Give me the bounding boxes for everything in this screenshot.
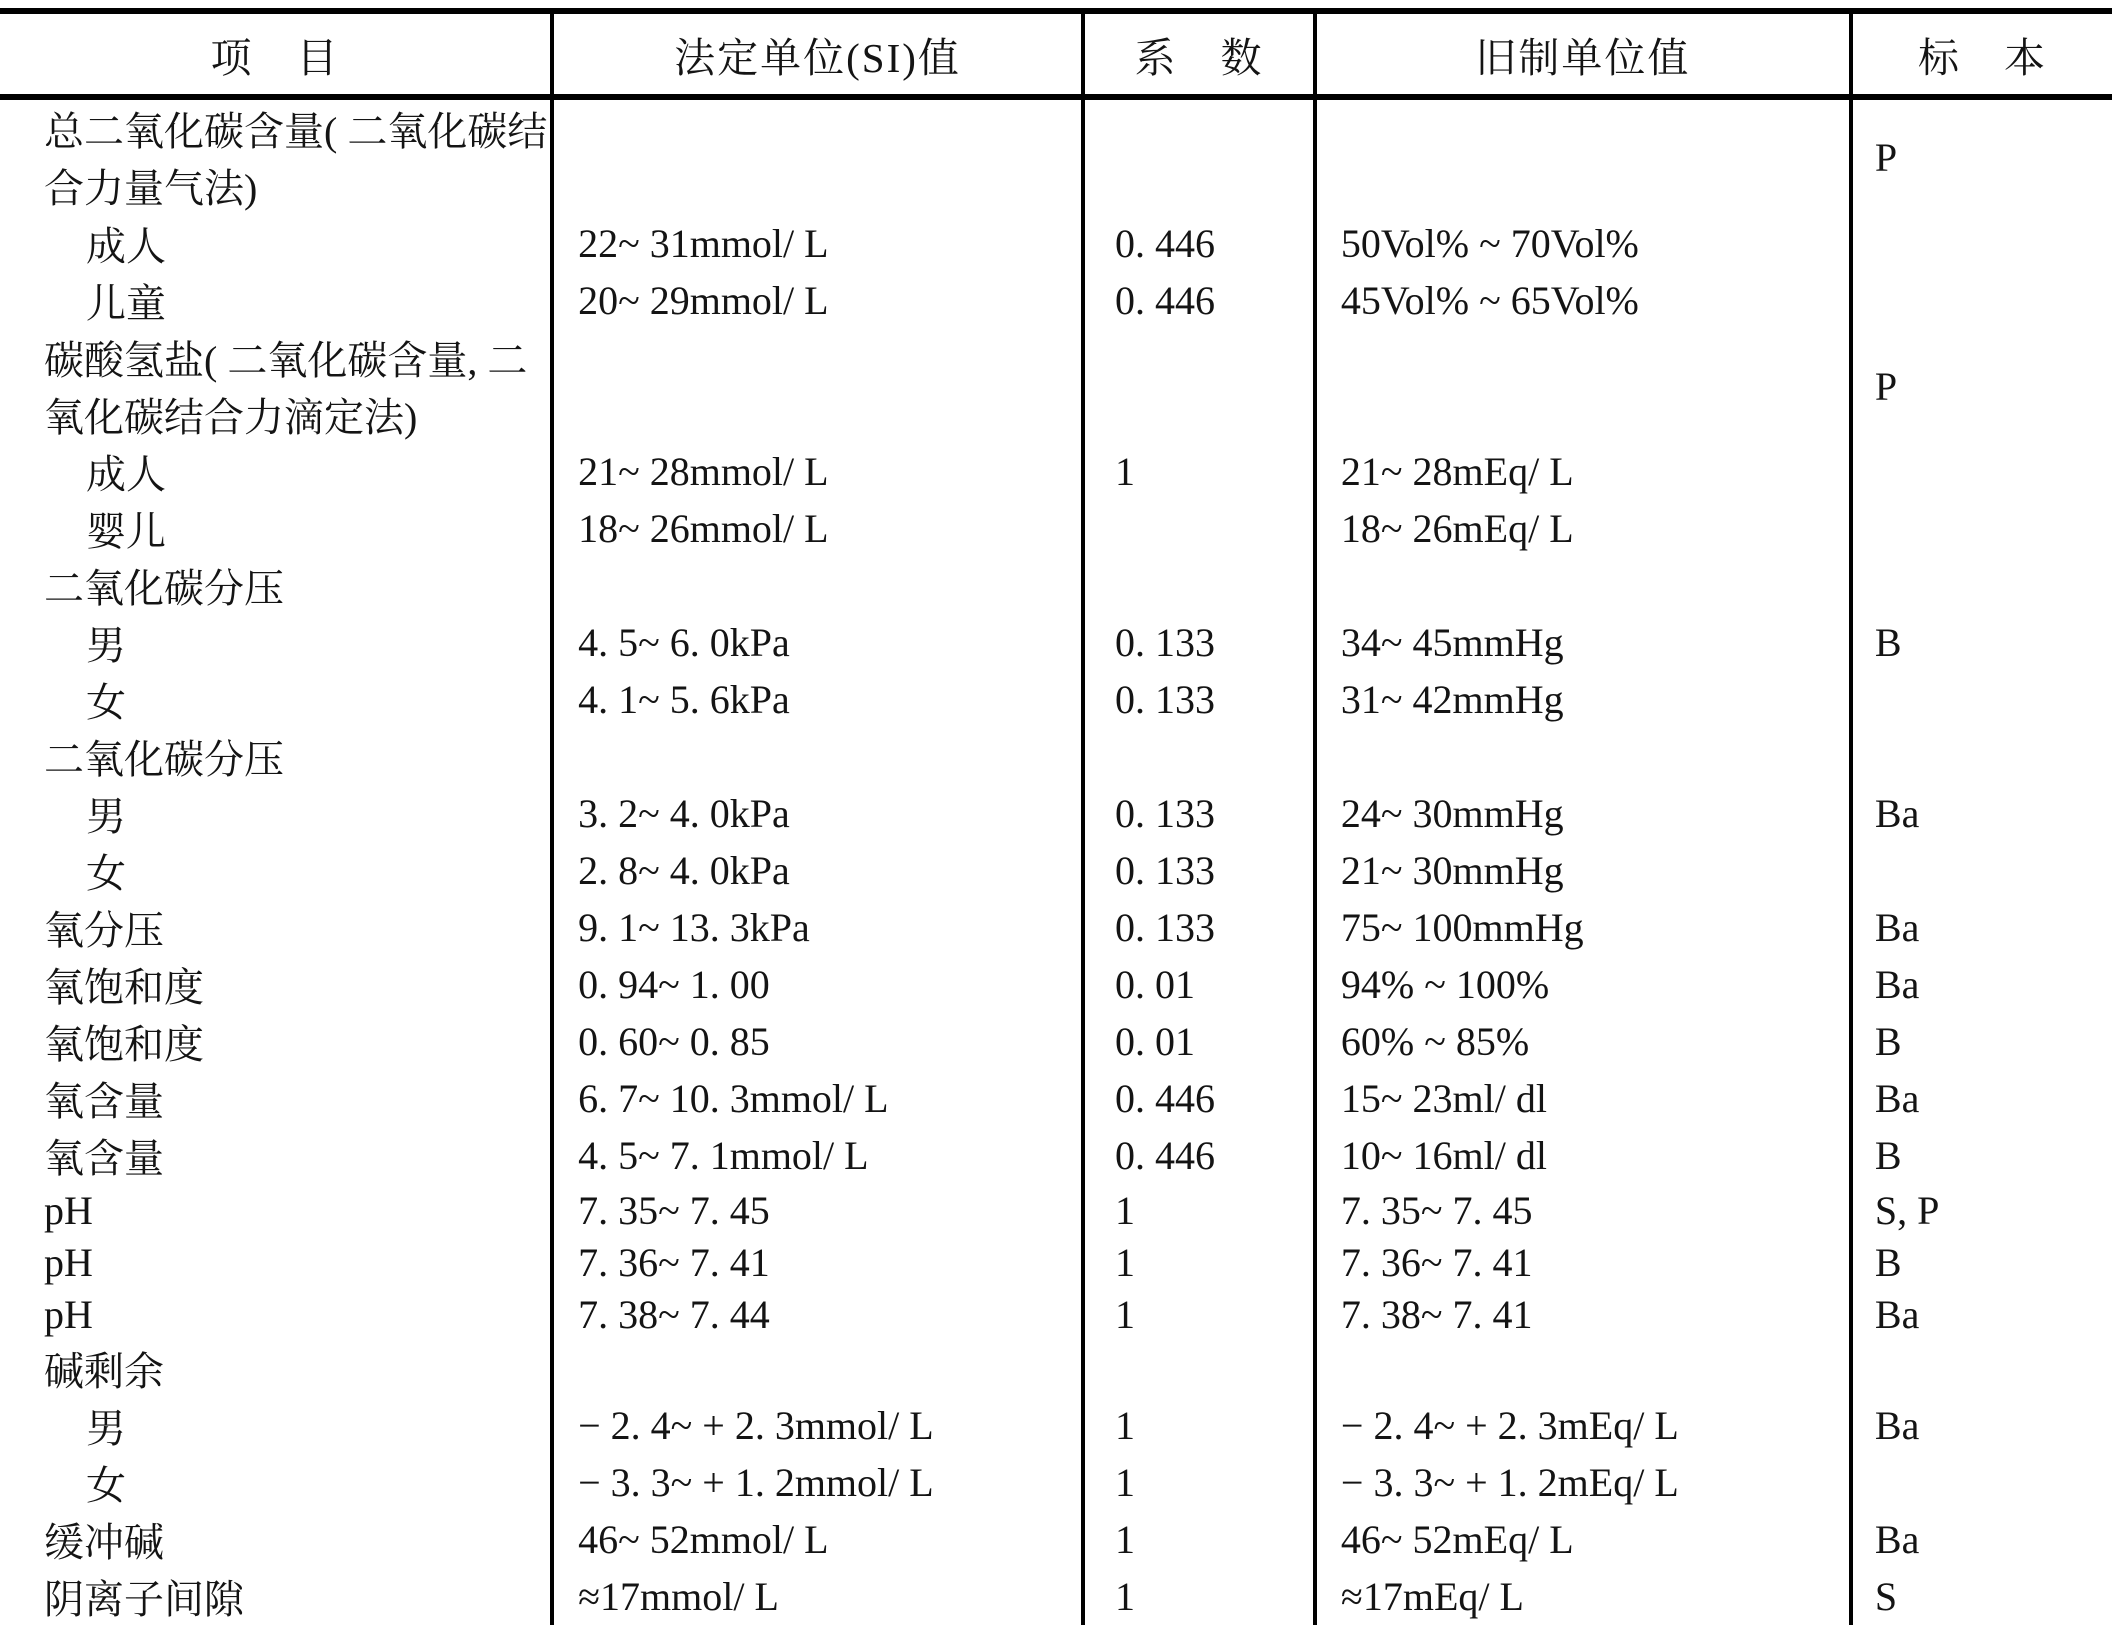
cell-si-value: ≈17mmol/ L <box>552 1568 1083 1625</box>
cell-specimen: P <box>1851 97 2112 214</box>
column-header-si-value: 法定单位(SI)值 <box>552 11 1083 97</box>
table-row <box>0 1454 2112 1511</box>
cell-specimen: Ba <box>1851 1288 2112 1340</box>
cell-old-unit <box>1315 1340 1851 1397</box>
table-row <box>0 785 2112 842</box>
cell-si-value: 20~ 29mmol/ L <box>552 272 1083 329</box>
cell-si-value: 0. 60~ 0. 85 <box>552 1013 1083 1070</box>
cell-old-unit: 31~ 42mmHg <box>1315 671 1851 728</box>
table-row <box>0 1127 2112 1184</box>
cell-specimen: B <box>1851 614 2112 671</box>
table-row <box>0 1568 2112 1625</box>
cell-coefficient <box>1083 1340 1315 1397</box>
cell-si-value <box>552 97 1083 157</box>
cell-coefficient <box>1083 97 1315 157</box>
table-row <box>0 500 2112 557</box>
cell-coefficient <box>1083 329 1315 386</box>
table-row <box>0 97 2112 157</box>
table-row <box>0 614 2112 671</box>
table-row <box>0 1288 2112 1340</box>
table-row <box>0 899 2112 956</box>
cell-coefficient: 1 <box>1083 1397 1315 1454</box>
table-row <box>0 157 2112 214</box>
table-row <box>0 956 2112 1013</box>
cell-old-unit <box>1315 157 1851 214</box>
cell-coefficient <box>1083 157 1315 214</box>
cell-si-value: 46~ 52mmol/ L <box>552 1511 1083 1568</box>
cell-coefficient: 0. 446 <box>1083 1127 1315 1184</box>
cell-old-unit: 7. 36~ 7. 41 <box>1315 1236 1851 1288</box>
table-row <box>0 1340 2112 1397</box>
table-row <box>0 557 2112 614</box>
cell-coefficient: 1 <box>1083 1454 1315 1511</box>
cell-specimen <box>1851 500 2112 557</box>
cell-old-unit: 60% ~ 85% <box>1315 1013 1851 1070</box>
cell-si-value: 22~ 31mmol/ L <box>552 214 1083 272</box>
table-row <box>0 671 2112 728</box>
cell-si-value: 7. 36~ 7. 41 <box>552 1236 1083 1288</box>
table-body <box>0 97 2112 1625</box>
cell-item: 女 <box>86 680 126 725</box>
cell-old-unit: 18~ 26mEq/ L <box>1315 500 1851 557</box>
cell-si-value: 7. 35~ 7. 45 <box>552 1184 1083 1236</box>
cell-coefficient: 1 <box>1083 1236 1315 1288</box>
cell-coefficient: 0. 133 <box>1083 785 1315 842</box>
table-row <box>0 329 2112 386</box>
cell-specimen: Ba <box>1851 899 2112 956</box>
cell-specimen <box>1851 728 2112 785</box>
cell-specimen: Ba <box>1851 1397 2112 1454</box>
table-row <box>0 842 2112 899</box>
cell-specimen <box>1851 214 2112 272</box>
cell-item: 氧饱和度 <box>44 965 204 1010</box>
cell-si-value: 3. 2~ 4. 0kPa <box>552 785 1083 842</box>
cell-specimen <box>1851 557 2112 614</box>
cell-item: 儿童 <box>86 281 166 326</box>
cell-item: 男 <box>86 1406 126 1451</box>
cell-old-unit: 7. 38~ 7. 41 <box>1315 1288 1851 1340</box>
cell-item: 氧饱和度 <box>44 1022 204 1067</box>
cell-item: 二氧化碳分压 <box>44 566 284 611</box>
cell-si-value: 0. 94~ 1. 00 <box>552 956 1083 1013</box>
cell-coefficient: 0. 133 <box>1083 671 1315 728</box>
cell-coefficient: 1 <box>1083 1511 1315 1568</box>
cell-specimen <box>1851 1454 2112 1511</box>
cell-coefficient <box>1083 557 1315 614</box>
cell-old-unit: 50Vol% ~ 70Vol% <box>1315 214 1851 272</box>
cell-si-value: 7. 38~ 7. 44 <box>552 1288 1083 1340</box>
cell-coefficient <box>1083 500 1315 557</box>
cell-item: 婴儿 <box>86 509 166 554</box>
cell-coefficient: 0. 446 <box>1083 214 1315 272</box>
table-row <box>0 1013 2112 1070</box>
cell-old-unit <box>1315 386 1851 443</box>
header-row <box>0 11 2112 97</box>
cell-specimen: B <box>1851 1127 2112 1184</box>
column-header-specimen: 标 本 <box>1851 11 2112 97</box>
cell-old-unit: − 2. 4~ + 2. 3mEq/ L <box>1315 1397 1851 1454</box>
cell-si-value: − 2. 4~ + 2. 3mmol/ L <box>552 1397 1083 1454</box>
table-row <box>0 1070 2112 1127</box>
column-header-item: 项 目 <box>0 11 552 97</box>
scanned-reference-page <box>0 8 2112 1622</box>
cell-old-unit: 21~ 28mEq/ L <box>1315 443 1851 500</box>
cell-coefficient: 0. 446 <box>1083 1070 1315 1127</box>
cell-si-value: 2. 8~ 4. 0kPa <box>552 842 1083 899</box>
cell-old-unit: 45Vol% ~ 65Vol% <box>1315 272 1851 329</box>
cell-item: 碱剩余 <box>44 1349 164 1394</box>
table-row <box>0 1236 2112 1288</box>
cell-old-unit: 75~ 100mmHg <box>1315 899 1851 956</box>
cell-item: 男 <box>86 623 126 668</box>
cell-specimen: Ba <box>1851 1070 2112 1127</box>
cell-si-value: 21~ 28mmol/ L <box>552 443 1083 500</box>
cell-si-value: − 3. 3~ + 1. 2mmol/ L <box>552 1454 1083 1511</box>
cell-item: 男 <box>86 794 126 839</box>
cell-old-unit <box>1315 329 1851 386</box>
cell-si-value: 6. 7~ 10. 3mmol/ L <box>552 1070 1083 1127</box>
cell-specimen <box>1851 842 2112 899</box>
cell-specimen: P <box>1851 329 2112 443</box>
cell-si-value <box>552 1340 1083 1397</box>
table-header <box>0 11 2112 97</box>
cell-coefficient <box>1083 728 1315 785</box>
cell-specimen: Ba <box>1851 1511 2112 1568</box>
cell-old-unit: 21~ 30mmHg <box>1315 842 1851 899</box>
cell-specimen <box>1851 272 2112 329</box>
cell-item: 氧分压 <box>44 908 164 953</box>
cell-item: 合力量气法) <box>44 166 258 211</box>
cell-si-value: 4. 5~ 7. 1mmol/ L <box>552 1127 1083 1184</box>
cell-item: 阴离子间隙 <box>44 1577 244 1622</box>
cell-coefficient: 0. 01 <box>1083 1013 1315 1070</box>
reference-table <box>0 8 2112 1625</box>
cell-item: pH <box>44 1291 93 1337</box>
cell-si-value <box>552 728 1083 785</box>
cell-si-value: 18~ 26mmol/ L <box>552 500 1083 557</box>
table-row <box>0 1184 2112 1236</box>
cell-old-unit <box>1315 557 1851 614</box>
cell-old-unit: − 3. 3~ + 1. 2mEq/ L <box>1315 1454 1851 1511</box>
cell-item: 氧化碳结合力滴定法) <box>44 395 418 440</box>
table-row <box>0 1397 2112 1454</box>
cell-specimen <box>1851 443 2112 500</box>
cell-coefficient: 0. 446 <box>1083 272 1315 329</box>
cell-item: 女 <box>86 1463 126 1508</box>
cell-coefficient: 1 <box>1083 443 1315 500</box>
table-row <box>0 443 2112 500</box>
cell-specimen: B <box>1851 1013 2112 1070</box>
cell-item: 碳酸氢盐( 二氧化碳含量, 二 <box>44 338 528 383</box>
cell-item: 女 <box>86 851 126 896</box>
cell-item: 二氧化碳分压 <box>44 737 284 782</box>
table-row <box>0 1511 2112 1568</box>
cell-old-unit: 7. 35~ 7. 45 <box>1315 1184 1851 1236</box>
cell-si-value <box>552 329 1083 386</box>
cell-item: 氧含量 <box>44 1079 164 1124</box>
cell-specimen: S <box>1851 1568 2112 1625</box>
cell-coefficient: 1 <box>1083 1568 1315 1625</box>
cell-specimen: B <box>1851 1236 2112 1288</box>
cell-coefficient: 0. 01 <box>1083 956 1315 1013</box>
cell-old-unit: 15~ 23ml/ dl <box>1315 1070 1851 1127</box>
cell-coefficient: 0. 133 <box>1083 842 1315 899</box>
cell-specimen <box>1851 671 2112 728</box>
cell-specimen: Ba <box>1851 785 2112 842</box>
cell-item: pH <box>44 1187 93 1233</box>
cell-si-value <box>552 386 1083 443</box>
cell-si-value <box>552 157 1083 214</box>
cell-si-value <box>552 557 1083 614</box>
column-header-old-unit: 旧制单位值 <box>1315 11 1851 97</box>
cell-coefficient: 1 <box>1083 1288 1315 1340</box>
cell-old-unit: 46~ 52mEq/ L <box>1315 1511 1851 1568</box>
cell-item: 总二氧化碳含量( 二氧化碳结 <box>44 109 548 154</box>
cell-old-unit <box>1315 728 1851 785</box>
cell-item: 氧含量 <box>44 1136 164 1181</box>
cell-item: 缓冲碱 <box>44 1520 164 1565</box>
cell-old-unit: 24~ 30mmHg <box>1315 785 1851 842</box>
cell-old-unit <box>1315 97 1851 157</box>
cell-old-unit: ≈17mEq/ L <box>1315 1568 1851 1625</box>
table-row <box>0 214 2112 272</box>
cell-specimen <box>1851 1340 2112 1397</box>
cell-item: 成人 <box>86 452 166 497</box>
cell-specimen: S, P <box>1851 1184 2112 1236</box>
table-row <box>0 272 2112 329</box>
cell-si-value: 9. 1~ 13. 3kPa <box>552 899 1083 956</box>
cell-si-value: 4. 5~ 6. 0kPa <box>552 614 1083 671</box>
cell-coefficient: 1 <box>1083 1184 1315 1236</box>
table-row <box>0 728 2112 785</box>
cell-coefficient <box>1083 386 1315 443</box>
cell-item: pH <box>44 1239 93 1285</box>
cell-specimen: Ba <box>1851 956 2112 1013</box>
cell-item: 成人 <box>86 223 166 269</box>
column-header-coefficient: 系 数 <box>1083 11 1315 97</box>
cell-coefficient: 0. 133 <box>1083 899 1315 956</box>
cell-old-unit: 10~ 16ml/ dl <box>1315 1127 1851 1184</box>
cell-coefficient: 0. 133 <box>1083 614 1315 671</box>
cell-si-value: 4. 1~ 5. 6kPa <box>552 671 1083 728</box>
table-row <box>0 386 2112 443</box>
cell-old-unit: 94% ~ 100% <box>1315 956 1851 1013</box>
cell-old-unit: 34~ 45mmHg <box>1315 614 1851 671</box>
